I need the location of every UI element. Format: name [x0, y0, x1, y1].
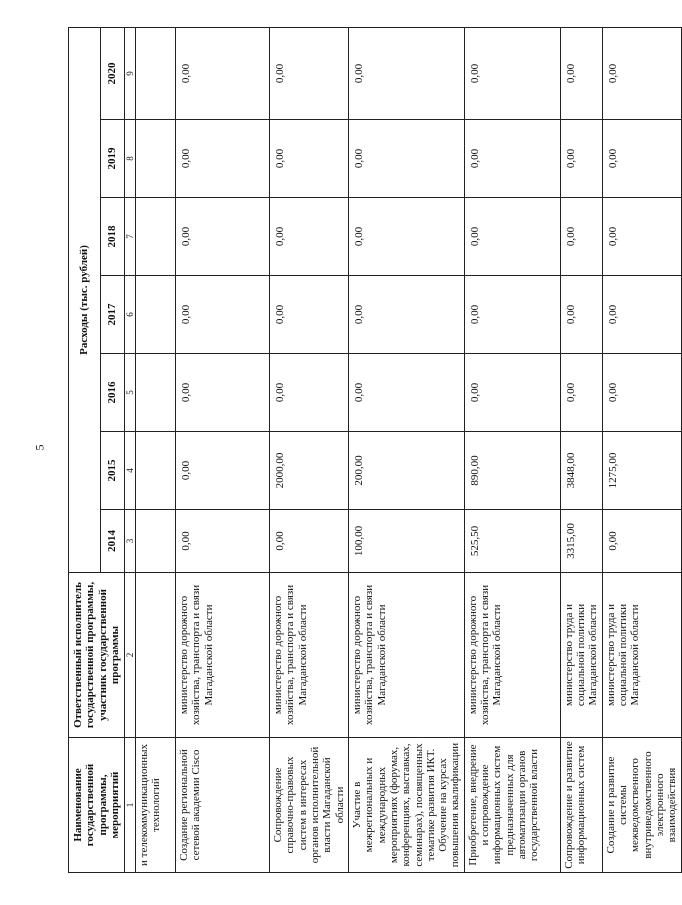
column-number: 6: [125, 276, 136, 354]
row-value: 0,00: [176, 432, 270, 510]
row-value: 525,50: [464, 510, 560, 573]
column-number: 3: [125, 510, 136, 573]
row-value: 0,00: [602, 276, 681, 354]
row-value: 0,00: [270, 27, 349, 119]
row-value: 0,00: [464, 276, 560, 354]
row-value: 0,00: [602, 354, 681, 432]
row-value: 0,00: [348, 27, 464, 119]
header-year: 2018: [101, 198, 125, 276]
column-number: 5: [125, 354, 136, 432]
row-value: 0,00: [602, 120, 681, 198]
header-year: 2017: [101, 276, 125, 354]
column-number: 8: [125, 120, 136, 198]
row-value: [136, 510, 176, 573]
table-row: [348, 27, 464, 872]
row-value: [136, 198, 176, 276]
column-number: 2: [125, 573, 136, 738]
table-row: [176, 27, 270, 872]
page-number: 5: [32, 444, 47, 451]
row-value: 0,00: [602, 27, 681, 119]
column-number: 4: [125, 432, 136, 510]
row-executor: министерство дорожного хозяйства, транспорта и связи Магаданской области: [464, 573, 560, 738]
row-value: 0,00: [348, 276, 464, 354]
table-body: [136, 27, 682, 872]
row-value: 0,00: [176, 120, 270, 198]
row-value: 0,00: [560, 198, 602, 276]
row-value: 0,00: [560, 354, 602, 432]
row-value: 0,00: [348, 120, 464, 198]
row-value: 0,00: [464, 27, 560, 119]
row-value: 0,00: [348, 198, 464, 276]
row-value: 0,00: [176, 198, 270, 276]
column-number: 1: [125, 738, 136, 873]
column-number: 7: [125, 198, 136, 276]
row-value: 0,00: [464, 120, 560, 198]
row-name: Приобретение, внедрение и сопровождение информационных систем предназначенных для автоматизации органов государственной власти: [464, 738, 560, 873]
expenses-table-rotated: [68, 28, 679, 873]
table-row: [136, 27, 176, 872]
table-row: [270, 27, 349, 872]
row-value: 0,00: [602, 510, 681, 573]
row-executor: министерство дорожного хозяйства, транспорта и связи Магаданской области: [270, 573, 349, 738]
header-year: 2019: [101, 120, 125, 198]
row-value: 0,00: [270, 198, 349, 276]
row-name: Сопровождение справочно-правовых систем в интересах органов исполнительной власти Магаданской области: [270, 738, 349, 873]
header-name: Наименование государственной программы, мероприятий: [69, 738, 125, 873]
row-value: 0,00: [176, 27, 270, 119]
expenses-table: [68, 27, 682, 873]
row-value: 890,00: [464, 432, 560, 510]
row-value: 0,00: [464, 198, 560, 276]
row-value: 0,00: [348, 354, 464, 432]
row-value: 0,00: [270, 120, 349, 198]
row-value: 0,00: [270, 510, 349, 573]
row-executor: министерство дорожного хозяйства, транспорта и связи Магаданской области: [176, 573, 270, 738]
row-value: [136, 120, 176, 198]
row-value: [136, 276, 176, 354]
row-value: 0,00: [176, 276, 270, 354]
header-year: 2015: [101, 432, 125, 510]
row-value: 2000,00: [270, 432, 349, 510]
row-value: 3848,00: [560, 432, 602, 510]
row-executor: министерство труда и социальной политики Магаданской области: [602, 573, 681, 738]
table-row: [602, 27, 681, 872]
row-value: 0,00: [270, 354, 349, 432]
header-year: 2020: [101, 27, 125, 119]
row-executor: министерство труда и социальной политики Магаданской области: [560, 573, 602, 738]
row-value: 0,00: [176, 510, 270, 573]
header-executor: Ответственный исполнитель государственной программы, участник государственной программы: [69, 573, 125, 738]
table-row: [560, 27, 602, 872]
row-executor: министерство дорожного хозяйства, транспорта и связи Магаданской области: [348, 573, 464, 738]
row-name: Создание региональной сетевой академии Cisco: [176, 738, 270, 873]
table-row: [464, 27, 560, 872]
column-number: 9: [125, 27, 136, 119]
header-year: 2016: [101, 354, 125, 432]
row-value: 0,00: [270, 276, 349, 354]
row-name: Сопровождение и развитие информационных систем: [560, 738, 602, 873]
row-value: 0,00: [560, 27, 602, 119]
row-value: 1275,00: [602, 432, 681, 510]
row-value: [136, 27, 176, 119]
row-value: 0,00: [560, 276, 602, 354]
row-value: 0,00: [176, 354, 270, 432]
header-expenses: Расходы (тыс. рублей): [69, 27, 101, 572]
row-value: 0,00: [560, 120, 602, 198]
row-value: [136, 354, 176, 432]
row-value: 100,00: [348, 510, 464, 573]
row-value: 0,00: [464, 354, 560, 432]
row-value: 200,00: [348, 432, 464, 510]
row-name: Участие в межрегиональных и международных мероприятиях (форумах, конференциях, выставках, семинарах), посвященных тематике развития ИКТ. Обучение на курсах повышения квалификации: [348, 738, 464, 873]
header-year: 2014: [101, 510, 125, 573]
row-value: [136, 432, 176, 510]
row-value: 0,00: [602, 198, 681, 276]
row-name: Создание и развитие системы межведомственного внутриведомственного электронного взаимодействия: [602, 738, 681, 873]
row-name: и телекоммуникационных технологий: [136, 738, 176, 873]
row-executor: [136, 573, 176, 738]
row-value: 3315,00: [560, 510, 602, 573]
